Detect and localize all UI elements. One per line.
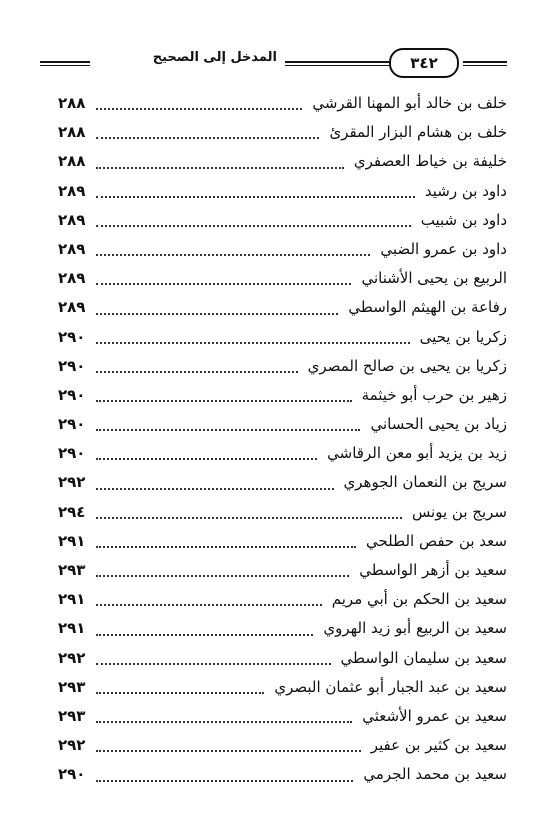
entry-page-number: ٢٩٤ [58, 502, 86, 521]
leader-dots [96, 167, 344, 169]
entry-name: داود بن رشيد [424, 181, 507, 200]
index-entry [58, 503, 507, 532]
entry-name: سعيد بن الحكم بن أبي مريم [331, 590, 507, 609]
index-entry [58, 152, 507, 181]
entry-name: سعيد بن عبد الجبار أبو عثمان البصري [274, 677, 507, 696]
header-rule [463, 61, 507, 63]
leader-dots [96, 663, 331, 665]
index-entry [58, 94, 507, 123]
index-entry [58, 532, 507, 561]
leader-dots [96, 604, 322, 606]
leader-dots [96, 546, 356, 548]
entry-name: زكريا بن يحيى بن صالح المصري [307, 356, 507, 375]
index-entry [58, 678, 507, 707]
index-entry [58, 269, 507, 298]
index-entry [58, 590, 507, 619]
index-entry [58, 765, 507, 794]
entry-name: داود بن شبيب [420, 210, 507, 229]
entry-page-number: ٢٩٢ [58, 648, 86, 667]
leader-dots [96, 634, 313, 636]
entry-page-number: ٢٨٩ [58, 239, 86, 258]
leader-dots [96, 225, 411, 227]
entry-page-number: ٢٩٠ [58, 385, 86, 404]
leader-dots [96, 342, 410, 344]
entry-name: زيد بن يزيد أبو معن الرقاشي [327, 444, 507, 463]
leader-dots [96, 283, 351, 285]
index-entry [58, 415, 507, 444]
index-entry [58, 707, 507, 736]
header-rule [463, 65, 507, 66]
index-entry [58, 357, 507, 386]
entry-page-number: ٢٨٩ [58, 298, 86, 317]
leader-dots [96, 313, 338, 315]
entry-name: الربيع بن يحيى الأشناني [361, 269, 507, 288]
leader-dots [96, 196, 415, 198]
leader-dots [96, 692, 264, 694]
entry-name: سريج بن يونس [411, 502, 507, 521]
header-rule [285, 65, 389, 66]
entry-page-number: ٢٨٩ [58, 269, 86, 288]
index-entry [58, 473, 507, 502]
entry-page-number: ٢٩٠ [58, 356, 86, 375]
leader-dots [96, 575, 349, 577]
entry-name: زكريا بن يحيى [419, 327, 507, 346]
entry-page-number: ٢٩٢ [58, 736, 86, 755]
entry-page-number: ٢٩٠ [58, 327, 86, 346]
entry-name: داود بن عمرو الضبي [380, 239, 507, 258]
index-entry [58, 240, 507, 269]
entry-name: خلف بن هشام البزار المقرئ [329, 123, 507, 142]
header-title: المدخل إلى الصحيح [152, 50, 277, 65]
entry-page-number: ٢٩٣ [58, 677, 86, 696]
leader-dots [96, 780, 353, 782]
entry-name: سعيد بن أزهر الواسطي [359, 561, 507, 579]
entry-page-number: ٢٨٨ [58, 123, 86, 142]
leader-dots [96, 400, 352, 402]
entry-name: رفاعة بن الهيثم الواسطي [348, 298, 507, 317]
header-rule [285, 61, 389, 63]
header-rule [40, 61, 90, 63]
entry-name: سعيد بن عمرو الأشعثي [362, 706, 507, 725]
page-number: ٣٤٢ [389, 48, 459, 78]
entry-name: سعد بن حفص الطلحي [365, 531, 507, 550]
entry-page-number: ٢٨٨ [58, 152, 86, 171]
leader-dots [96, 458, 317, 460]
index-entry [58, 386, 507, 415]
entry-name: زياد بن يحيى الحساني [370, 415, 507, 434]
index-entry [58, 649, 507, 678]
index-entry [58, 123, 507, 152]
leader-dots [96, 371, 298, 373]
leader-dots [96, 137, 319, 139]
index-entry [58, 619, 507, 648]
entry-page-number: ٢٩٢ [58, 473, 86, 492]
leader-dots [96, 517, 402, 519]
index-entry [58, 561, 507, 590]
entry-name: خليفة بن خياط العصفري [353, 152, 507, 171]
index-list [58, 94, 507, 795]
index-entry [58, 328, 507, 357]
entry-page-number: ٢٩١ [58, 590, 86, 609]
entry-page-number: ٢٩٣ [58, 706, 86, 725]
entry-name: سعيد بن محمد الجرمي [363, 765, 507, 784]
entry-name: خلف بن خالد أبو المهنا القرشي [312, 94, 507, 112]
leader-dots [96, 254, 370, 256]
entry-name: سعيد بن سليمان الواسطي [340, 648, 507, 667]
entry-name: سريج بن النعمان الجوهري [343, 473, 507, 492]
header-rule [40, 65, 90, 66]
entry-page-number: ٢٩٠ [58, 415, 86, 434]
entry-page-number: ٢٩١ [58, 531, 86, 550]
running-header [40, 44, 507, 78]
leader-dots [96, 488, 334, 490]
entry-name: زهير بن حرب أبو خيثمة [361, 385, 507, 404]
leader-dots [96, 429, 360, 431]
entry-page-number: ٢٨٩ [58, 181, 86, 200]
index-entry [58, 182, 507, 211]
index-entry [58, 444, 507, 473]
entry-page-number: ٢٩٠ [58, 765, 86, 784]
entry-page-number: ٢٩٠ [58, 444, 86, 463]
entry-name: سعيد بن الربيع أبو زيد الهروي [323, 619, 507, 638]
leader-dots [96, 750, 361, 752]
leader-dots [96, 721, 352, 723]
index-entry [58, 298, 507, 327]
entry-name: سعيد بن كثير بن عفير [370, 736, 507, 755]
leader-dots [96, 108, 302, 110]
index-entry [58, 736, 507, 765]
index-entry [58, 211, 507, 240]
entry-page-number: ٢٨٨ [58, 94, 86, 112]
entry-page-number: ٢٩٣ [58, 561, 86, 579]
entry-page-number: ٢٩١ [58, 619, 86, 638]
entry-page-number: ٢٨٩ [58, 210, 86, 229]
